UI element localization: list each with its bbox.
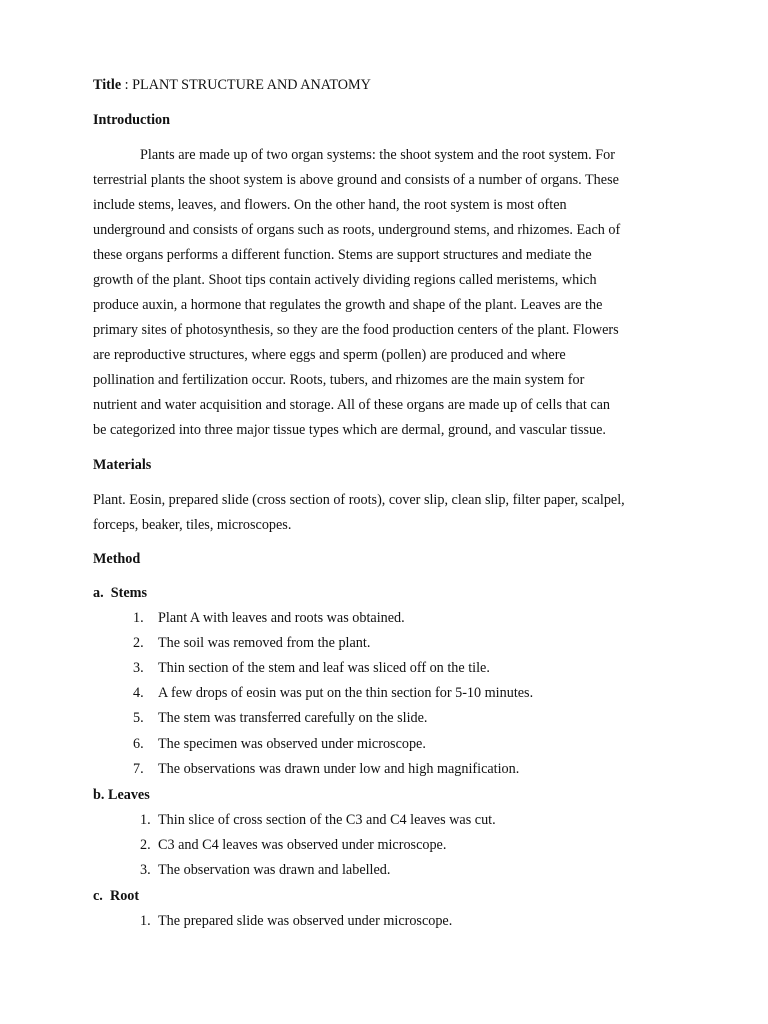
paragraph-line: Plants are made up of two organ systems: the shoot system and the root system. For xyxy=(140,147,615,163)
step-number: 3. xyxy=(140,862,151,878)
step-number: 6. xyxy=(133,736,144,752)
paragraph-line: nutrient and water acquisition and storage. All of these organs are made up of cells that can xyxy=(93,397,611,413)
paragraph-line: produce auxin, a hormone that regulates the growth and shape of the plant. Leaves are the xyxy=(93,297,603,313)
method-heading: Method xyxy=(93,551,141,567)
step-number: 2. xyxy=(133,635,144,651)
paragraph-line: primary sites of photosynthesis, so they are the food production centers of the plant. Flowers xyxy=(93,322,619,338)
step-number: 3. xyxy=(133,660,144,676)
section-heading-root xyxy=(93,888,139,905)
section-label: c. xyxy=(93,888,103,904)
section-title: Leaves xyxy=(107,787,150,803)
step-number: 2. xyxy=(140,837,151,853)
step-text: The soil was removed from the plant. xyxy=(158,635,371,651)
paragraph-line: pollination and fertilization occur. Roots, tubers, and rhizomes are the main system for xyxy=(93,372,585,388)
title-separator: : xyxy=(121,77,133,93)
section-title: Stems xyxy=(110,585,147,601)
section-label: a. xyxy=(93,585,104,601)
paragraph-line: these organs performs a different function. Stems are support structures and mediate the xyxy=(93,247,592,263)
section-heading-stems xyxy=(93,585,147,602)
paragraph-line: be categorized into three major tissue types which are dermal, ground, and vascular tissue. xyxy=(93,422,606,438)
paragraph-line: include stems, leaves, and flowers. On the other hand, the root system is most often xyxy=(93,197,567,213)
step-text: Plant A with leaves and roots was obtained. xyxy=(158,610,405,626)
step-number: 1. xyxy=(140,812,151,828)
title-line xyxy=(93,77,371,94)
paragraph-line: growth of the plant. Shoot tips contain actively dividing regions called meristems, which xyxy=(93,272,597,288)
step-number: 7. xyxy=(133,761,144,777)
step-number: 4. xyxy=(133,685,144,701)
paragraph-line: underground and consists of organs such as roots, underground stems, and rhizomes. Each of xyxy=(93,222,621,238)
section-title: Root xyxy=(109,888,140,904)
step-text: Thin slice of cross section of the C3 and C4 leaves was cut. xyxy=(158,812,496,828)
step-text: The observation was drawn and labelled. xyxy=(158,862,391,878)
step-number: 1. xyxy=(133,610,144,626)
section-heading-leaves xyxy=(93,787,150,804)
step-text: The observations was drawn under low and high magnification. xyxy=(158,761,520,777)
step-text: Thin section of the stem and leaf was sliced off on the tile. xyxy=(158,660,490,676)
title-label: Title xyxy=(93,77,122,93)
paragraph-line: forceps, beaker, tiles, microscopes. xyxy=(93,517,292,533)
step-number: 5. xyxy=(133,710,144,726)
paragraph-line: are reproductive structures, where eggs and sperm (pollen) are produced and where xyxy=(93,347,566,363)
step-text: The prepared slide was observed under microscope. xyxy=(158,913,453,929)
section-label: b. xyxy=(93,787,105,803)
paragraph-line: terrestrial plants the shoot system is above ground and consists of a number of organs. These xyxy=(93,172,619,188)
page-title: PLANT STRUCTURE AND ANATOMY xyxy=(132,77,371,93)
step-text: The stem was transferred carefully on the slide. xyxy=(158,710,428,726)
step-text: C3 and C4 leaves was observed under microscope. xyxy=(158,837,447,853)
paragraph-line: Plant. Eosin, prepared slide (cross section of roots), cover slip, clean slip, filter paper, scalpel, xyxy=(93,492,625,508)
step-number: 1. xyxy=(140,913,151,929)
step-text: A few drops of eosin was put on the thin section for 5-10 minutes. xyxy=(158,685,534,701)
materials-heading: Materials xyxy=(93,457,152,473)
introduction-heading: Introduction xyxy=(93,112,170,128)
step-text: The specimen was observed under microscope. xyxy=(158,736,426,752)
